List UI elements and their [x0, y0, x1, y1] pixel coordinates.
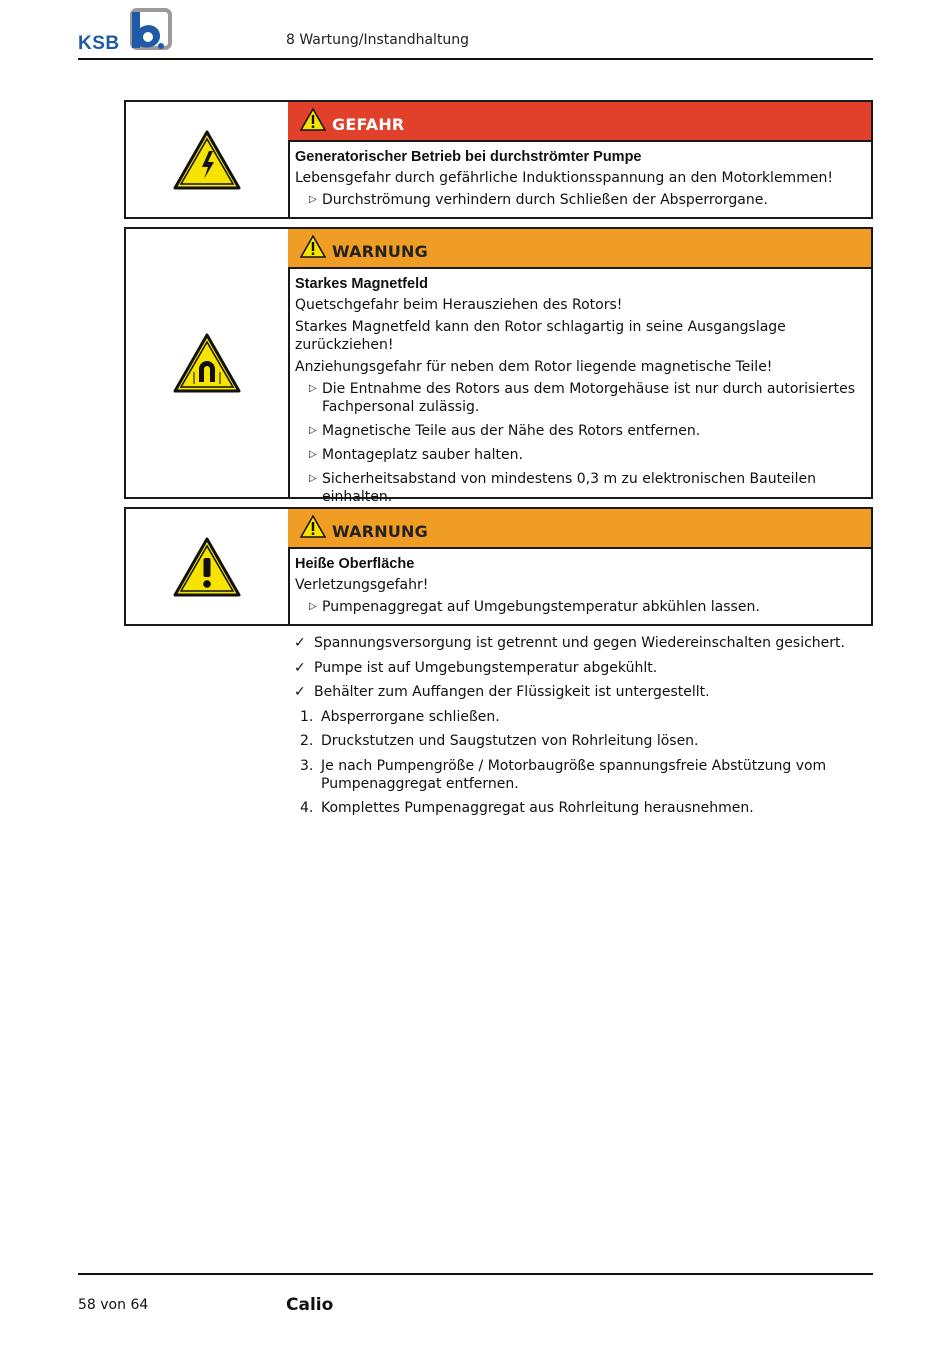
notice-level: WARNUNG [332, 522, 428, 541]
notice-text: Verletzungsgefahr! [295, 577, 429, 593]
ksb-logo-mark-icon [126, 8, 174, 52]
triangle-bullet-icon: ▷ [309, 449, 317, 460]
footer-divider [78, 1273, 873, 1275]
checkmark-icon: ✓ [294, 684, 306, 700]
triangle-bullet-icon: ▷ [309, 425, 317, 436]
notice-subhead: Heiße Oberfläche [295, 556, 415, 572]
warning-banner [288, 229, 871, 269]
magnetic-field-icon [172, 332, 242, 394]
step-item: 2. Druckstutzen und Saugstutzen von Rohrleitung lösen. [300, 733, 699, 749]
step-item: 4. Komplettes Pumpenaggregat aus Rohrleitung herausnehmen. [300, 800, 754, 816]
triangle-bullet-icon: ▷ [309, 194, 317, 205]
notice-instruction: ▷ Magnetische Teile aus der Nähe des Rotors entfernen. [309, 423, 701, 439]
ksb-logo [78, 8, 174, 52]
notice-text: Quetschgefahr beim Herausziehen des Rotors! [295, 297, 623, 313]
warning-triangle-icon [300, 235, 326, 258]
triangle-bullet-icon: ▷ [309, 473, 317, 484]
logo-text: KSB [78, 33, 120, 54]
notice-level: WARNUNG [332, 242, 428, 261]
notice-icon-cell [126, 102, 290, 217]
header-divider [78, 58, 873, 60]
warning-triangle-icon [300, 108, 326, 131]
notice-instruction: ▷ Montageplatz sauber halten. [309, 447, 523, 463]
warning-triangle-icon [300, 515, 326, 538]
notice-instruction: ▷ Pumpenaggregat auf Umgebungstemperatur abkühlen lassen. [309, 599, 760, 615]
step-item: 1. Absperrorgane schließen. [300, 708, 500, 725]
notice-level: GEFAHR [332, 115, 405, 134]
step-item: 3. Je nach Pumpengröße / Motorbaugröße spannungsfreie Abstützung vom Pumpenaggregat entfernen. [300, 757, 827, 792]
precondition-item: ✓ Spannungsversorgung ist getrennt und gegen Wiedereinschalten gesichert. [294, 635, 845, 651]
notice-text: Anziehungsgefahr für neben dem Rotor liegende magnetische Teile! [295, 359, 773, 375]
warning-banner [288, 509, 871, 549]
notice-icon-cell [126, 229, 290, 497]
warning-notice-magnet [124, 227, 873, 505]
notice-subhead: Generatorischer Betrieb bei durchströmter Pumpe [295, 149, 642, 165]
procedure [294, 634, 874, 824]
notice-icon-cell [126, 509, 290, 624]
electric-hazard-icon [172, 129, 242, 191]
triangle-bullet-icon: ▷ [309, 383, 317, 394]
notice-instruction: ▷ Durchströmung verhindern durch Schließen der Absperrorgane. [309, 192, 768, 208]
notice-text: Starkes Magnetfeld kann den Rotor schlagartig in seine Ausgangslage zurückziehen! [295, 319, 786, 353]
section-title: 8 Wartung/Instandhaltung [286, 32, 470, 48]
precondition-item: ✓ Pumpe ist auf Umgebungstemperatur abgekühlt. [294, 659, 658, 676]
checkmark-icon: ✓ [294, 635, 306, 651]
precondition-item: ✓ Behälter zum Auffangen der Flüssigkeit ist untergestellt. [294, 684, 710, 700]
notice-text: Lebensgefahr durch gefährliche Induktionsspannung an den Motorklemmen! [295, 170, 833, 186]
triangle-bullet-icon: ▷ [309, 601, 317, 612]
product-name: Calio [286, 1295, 334, 1315]
notice-instruction: ▷ Sicherheitsabstand von mindestens 0,3 m zu elektronischen Bauteilen einhalten. [309, 471, 816, 505]
general-warning-icon [172, 536, 242, 598]
page-number: 58 von 64 [78, 1297, 149, 1313]
danger-notice [124, 100, 873, 219]
notice-instruction: ▷ Die Entnahme des Rotors aus dem Motorgehäuse ist nur durch autorisiertes Fachpersonal zulässig. [309, 381, 856, 415]
warning-notice-hot-surface [124, 507, 873, 626]
notice-subhead: Starkes Magnetfeld [295, 276, 428, 292]
checkmark-icon: ✓ [294, 659, 306, 676]
danger-banner [288, 102, 871, 142]
